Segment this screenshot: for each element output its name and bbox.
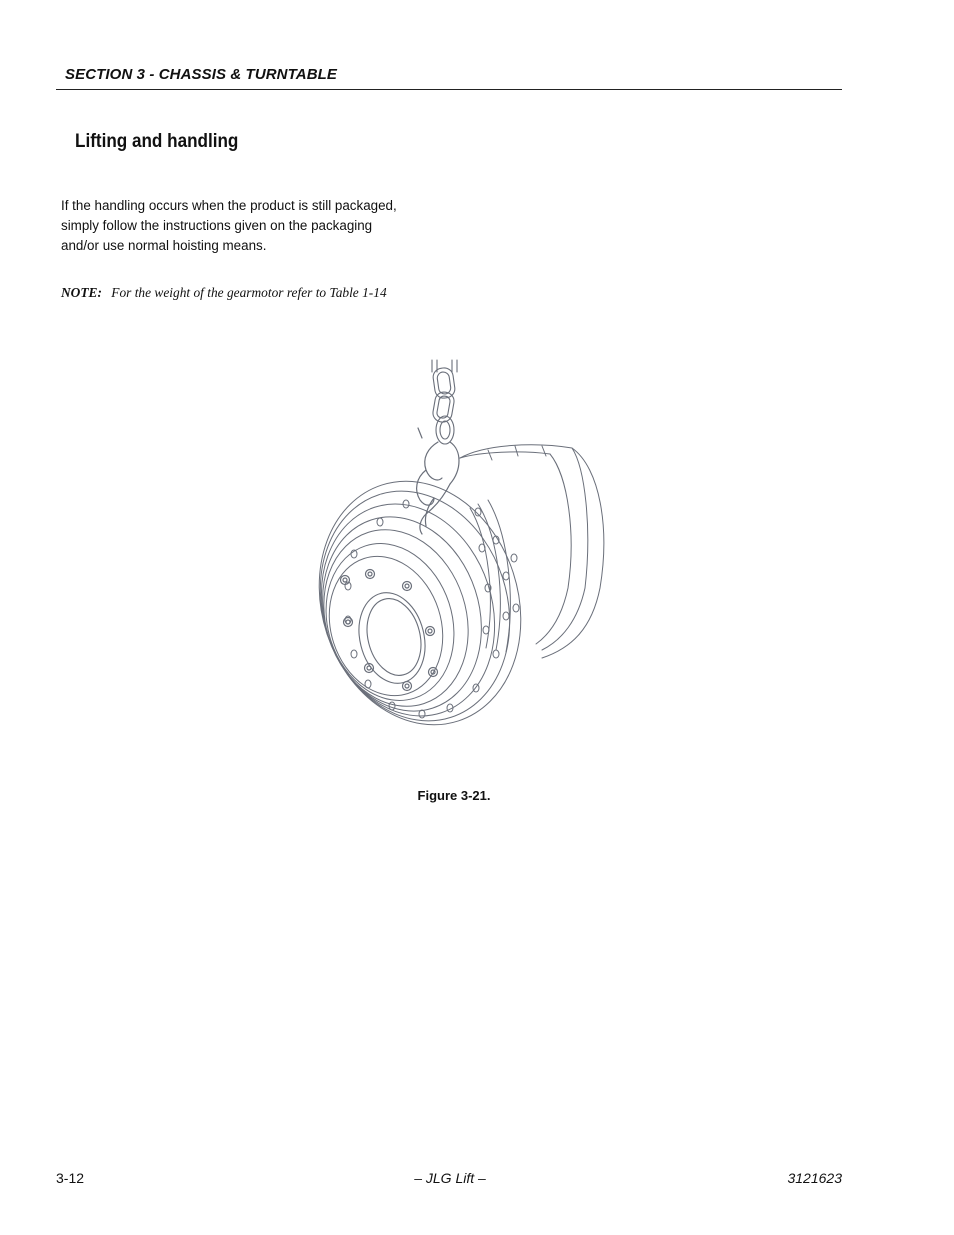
document-number: 3121623 xyxy=(787,1170,842,1186)
note xyxy=(61,285,387,301)
note-label: NOTE: xyxy=(61,285,102,300)
center-bore xyxy=(350,586,434,691)
chain-links xyxy=(432,360,457,444)
body-paragraph: If the handling occurs when the product is still packaged, simply follow the instructions given on the packaging and/or use normal hoisting means. xyxy=(61,198,397,253)
note-text: For the weight of the gearmotor refer to Table 1-14 xyxy=(111,285,387,300)
section-heading: Lifting and handling xyxy=(75,131,239,152)
page-number: 3-12 xyxy=(56,1170,85,1186)
lifting-hook xyxy=(417,428,459,534)
footer-publisher: – JLG Lift – xyxy=(414,1170,486,1186)
flange-rings xyxy=(310,455,552,730)
header-divider xyxy=(56,89,842,90)
flange-bolt-holes xyxy=(345,500,509,718)
figure-caption: Figure 3-21. xyxy=(417,788,491,803)
gearmotor-hoisting-illustration xyxy=(310,358,615,730)
section-header: SECTION 3 - CHASSIS & TURNTABLE xyxy=(65,66,338,83)
